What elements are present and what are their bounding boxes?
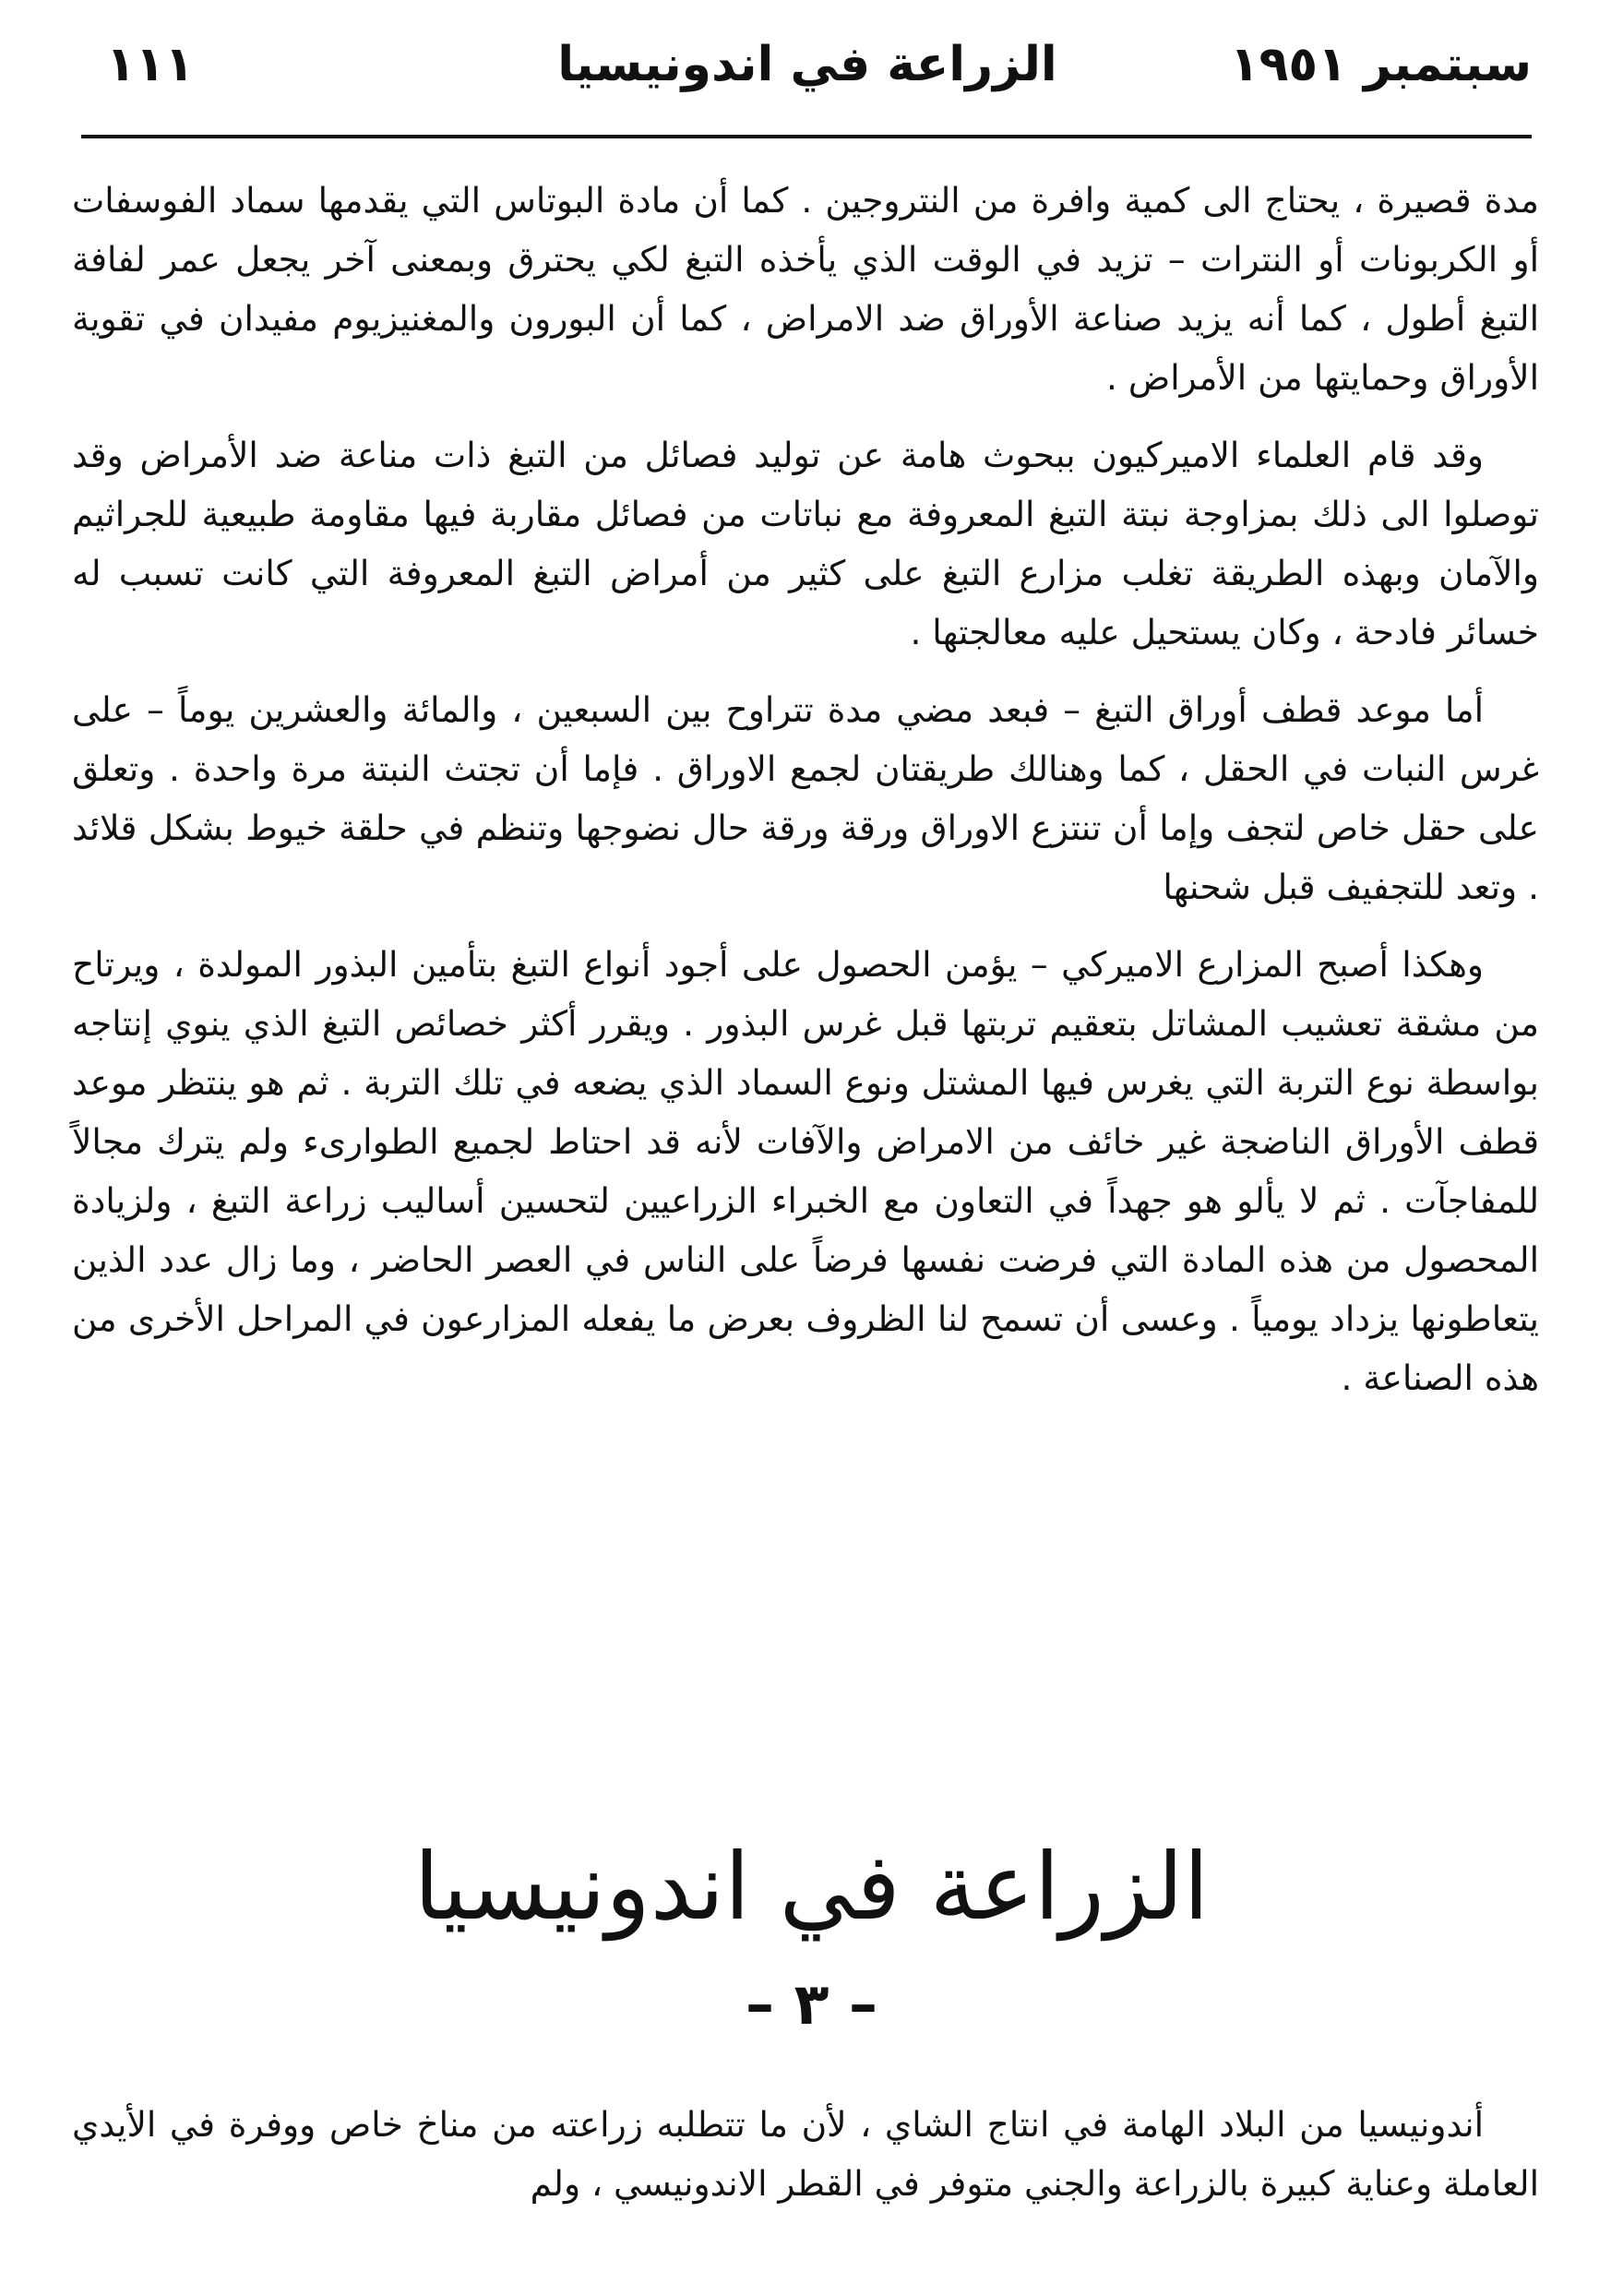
article-paragraph: وقد قام العلماء الاميركيون ببحوث هامة عن توليد فصائل من التبغ ذات مناعة ضد الأمراض وقد توصلوا الى ذلك بمزاوجة نبتة التبغ المعروفة مع نباتات من فصائل مقاربة فيها مقاومة طبيعية للجراثيم والآمان وبهذه الطريقة تغلب مزارع التبغ على كثير من أمراض التبغ المعروفة التي كانت تسبب له خسائر فادحة ، وكان يستحيل عليه معالجتها . (72, 435, 1539, 652)
intro-paragraph: أندونيسيا من البلاد الهامة في انتاج الشاي ، لأن ما تتطلبه زراعته من مناخ خاص ووفرة في الأيدي العاملة وعناية كبيرة بالزراعة والجني متوفر في القطر الاندونيسي ، ولم (72, 2104, 1539, 2204)
section-title: الزراعة في اندونيسيا (413, 1833, 1210, 1941)
header-rule (81, 135, 1532, 138)
page-number: ١١١ (106, 37, 195, 92)
article-paragraph: أما موعد قطف أوراق التبغ – فبعد مضي مدة تتراوح بين السبعين ، والمائة والعشرين يوماً – على غرس النبات في الحقل ، كما وهنالك طريقتان لجمع الاوراق . فإما أن تجتث النبتة مرة واحدة . وتعلق على حقل خاص لتجف وإما أن تنتزع الاوراق ورقة ورقة حال نضوجها وتنظم في حلقة خيوط بشكل قلائد . وتعد للتجفيف قبل شحنها (72, 689, 1539, 907)
header-running-title: الزراعة في اندونيسيا (557, 37, 1057, 92)
running-header (83, 37, 1532, 111)
article-paragraph: مدة قصيرة ، يحتاج الى كمية وافرة من النتروجين . كما أن مادة البوتاس التي يقدمها سماد الفوسفات أو الكربونات أو النترات – تزيد في الوقت الذي يأخذه التبغ لكي يحترق وبمعنى آخر يجعل عمر لفافة التبغ أطول ، كما أنه يزيد صناعة الأوراق ضد الامراض ، كما أن البورون والمغنيزيوم مفيدان في تقوية الأوراق وحمايتها من الأمراض . (72, 180, 1539, 398)
section-intro (72, 2095, 1539, 2231)
article-paragraph: وهكذا أصبح المزارع الاميركي – يؤمن الحصول على أجود أنواع التبغ بتأمين البذور المولدة ، ويرتاح من مشقة تعشيب المشاتل بتعقيم تربتها قبل غرس البذور . ويقرر أكثر خصائص التبغ الذي ينوي إنتاجه بواسطة نوع التربة التي يغرس فيها المشتل ونوع السماد الذي يضعه في تلك التربة . ثم هو ينتظر موعد قطف الأوراق الناضجة غير خائف من الامراض والآفات لأنه قد احتاط لجميع الطوارىء ولم يترك مجالاً للمفاجآت . ثم لا يألو هو جهداً في التعاون مع الخبراء الزراعيين لتحسين أساليب زراعة التبغ ، ولزيادة المحصول من هذه المادة التي فرضت نفسها فرضاً على الناس في العصر الحاضر ، وما زال عدد الذين يتعاطونها يزداد يومياً . وعسى أن تسمح لنا الظروف بعرض ما يفعله المزارعون في المراحل الأخرى من هذه الصناعة . (72, 944, 1539, 1398)
section-number: – ٣ – (745, 1970, 878, 2038)
header-date: سبتمبر ١٩٥١ (1229, 37, 1532, 92)
article-body (72, 171, 1539, 1426)
